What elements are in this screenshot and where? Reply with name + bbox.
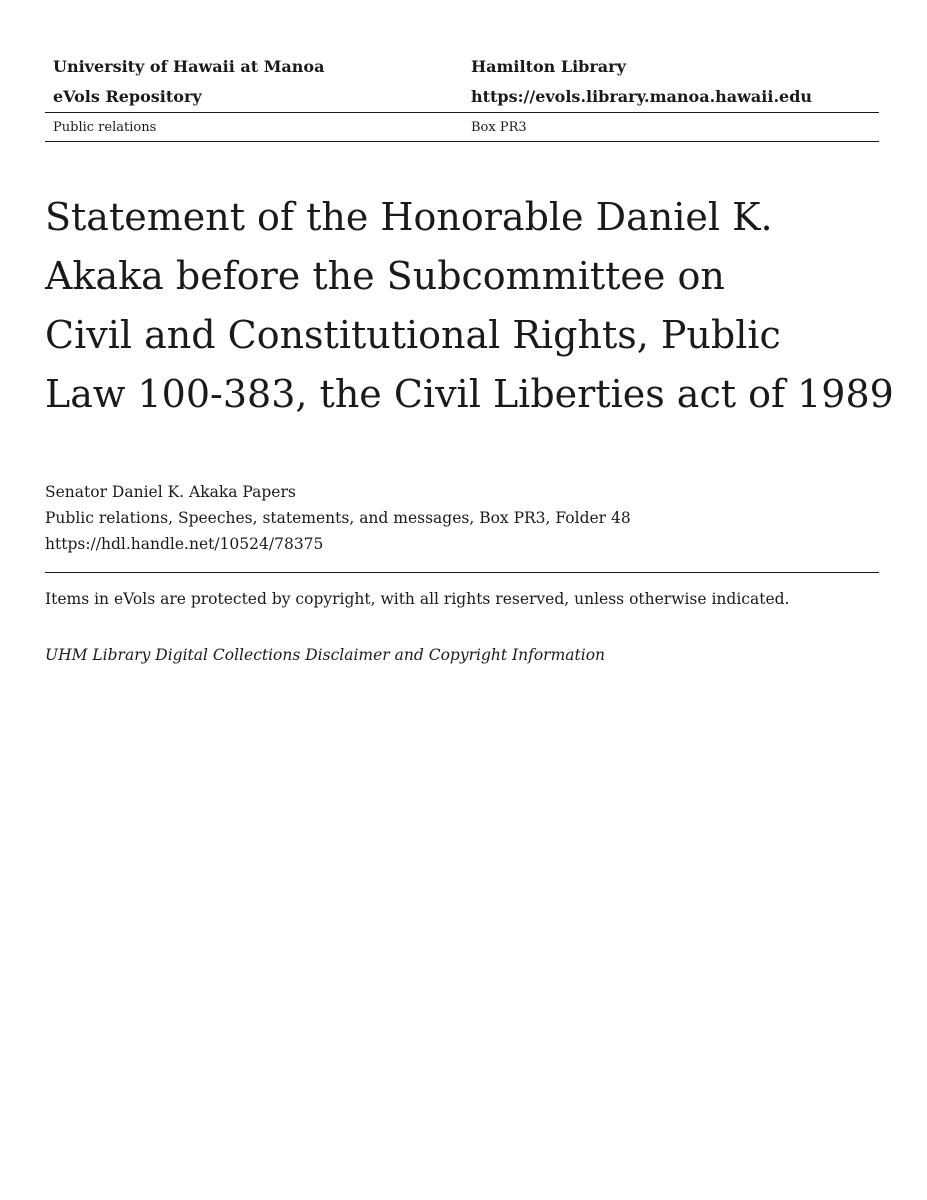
title-line: Statement of the Honorable Daniel K.	[45, 195, 773, 239]
collection-row	[45, 113, 879, 141]
collection-name: Public relations	[53, 119, 157, 135]
collection-divider	[45, 141, 879, 142]
repository-header	[45, 52, 879, 142]
library-name: Hamilton Library	[471, 57, 626, 76]
header-row-1	[45, 52, 879, 82]
box-label: Box PR3	[471, 119, 527, 135]
repository-name: eVols Repository	[53, 87, 202, 106]
disclaimer-link[interactable]: UHM Library Digital Collections Disclaimer and Copyright Information	[45, 646, 606, 664]
title-line: Law 100-383, the Civil Liberties act of 1989	[45, 372, 894, 416]
document-title	[45, 188, 894, 424]
papers-collection: Senator Daniel K. Akaka Papers	[45, 483, 296, 501]
copyright-notice: Items in eVols are protected by copyright, with all rights reserved, unless otherwise indicated.	[45, 590, 790, 608]
handle-url: https://hdl.handle.net/10524/78375	[45, 535, 324, 553]
header-row-2	[45, 82, 879, 112]
institution-name: University of Hawaii at Manoa	[53, 57, 325, 76]
title-line: Akaka before the Subcommittee on	[45, 254, 725, 298]
document-metadata	[45, 479, 879, 557]
repository-url: https://evols.library.manoa.hawaii.edu	[471, 87, 813, 106]
title-line: Civil and Constitutional Rights, Public	[45, 313, 781, 357]
folder-location: Public relations, Speeches, statements, and messages, Box PR3, Folder 48	[45, 509, 631, 527]
metadata-divider	[45, 572, 879, 573]
